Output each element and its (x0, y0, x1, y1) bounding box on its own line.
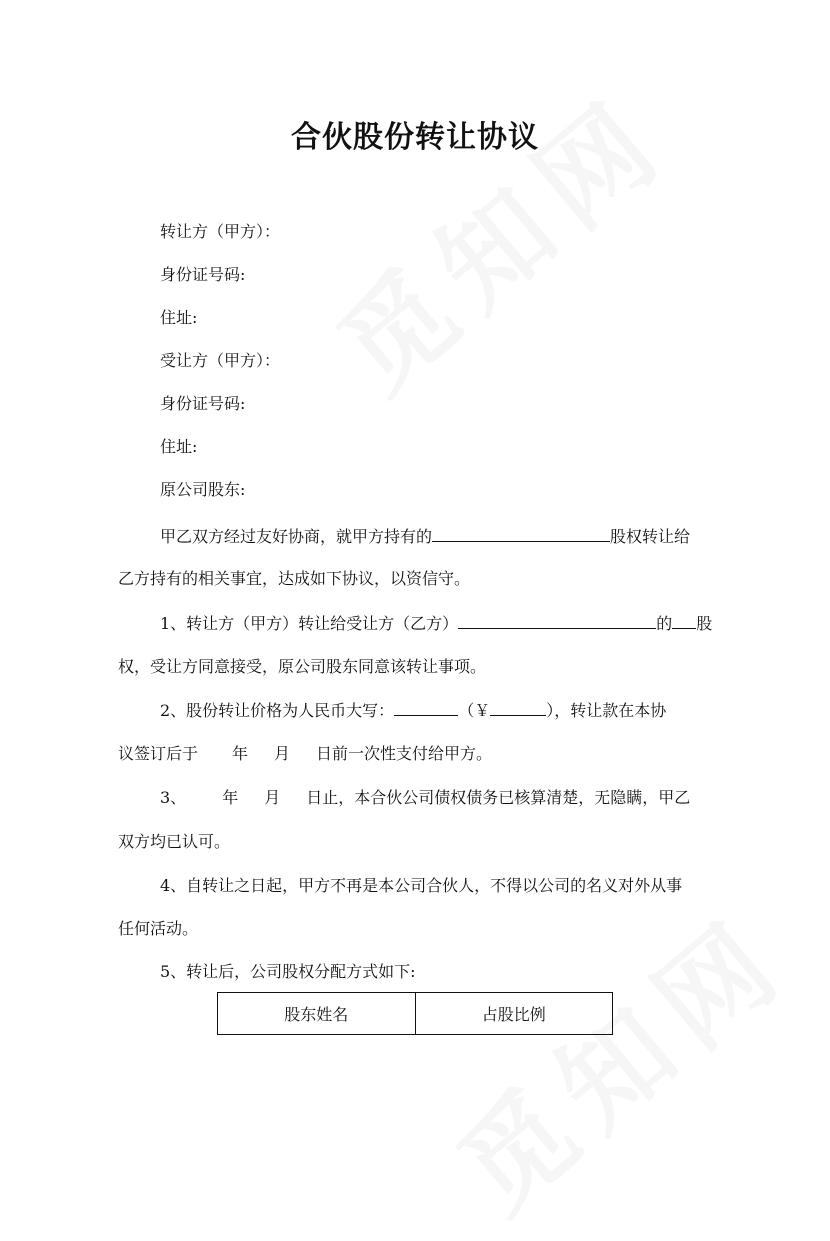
intro-text-1: 甲乙双方经过友好协商，就甲方持有的 (160, 527, 433, 546)
clause-2-text-2: （￥ (458, 701, 491, 720)
document-title: 合伙股份转让协议 (291, 120, 539, 155)
clause-1-text-1: 1、转让方（甲方）转让给受让方（乙方） (160, 614, 459, 633)
clause-3-year: 年 (222, 788, 239, 807)
clause-5-line-1: 5、转让后，公司股权分配方式如下: (160, 962, 416, 981)
watermark-bottom (420, 873, 816, 1241)
clause-2-year: 年 (232, 744, 249, 763)
shareholder-table (217, 992, 613, 1035)
intro-text-2: 股权转让给 (610, 527, 691, 546)
clause-2-text-1: 2、股份转让价格为人民币大写： (160, 701, 395, 720)
clause-2-text-4: 议签订后于 (118, 744, 199, 763)
clause-3-text: 日止，本合伙公司债权债务已核算清楚，无隐瞒，甲乙 (306, 788, 691, 807)
clause-1-line-1 (160, 612, 712, 635)
clause-4-line-2: 任何活动。 (118, 919, 199, 938)
clause-4-line-1: 4、自转让之日起，甲方不再是本公司合伙人，不得以公司的名义对外从事 (160, 876, 683, 895)
intro-line-2: 乙方持有的相关事宜，达成如下协议，以资信守。 (118, 569, 471, 588)
clause-2-blank-amount-words (394, 699, 458, 716)
clause-1-text-2: 的 (656, 614, 673, 633)
clause-1-blank-name (458, 612, 656, 629)
field-address-2: 住址: (160, 437, 198, 456)
clause-3-line-1 (160, 787, 690, 809)
clause-2-text-5: 日前一次性支付给甲方。 (316, 744, 493, 763)
clause-3-number: 3、 (160, 788, 187, 807)
field-shareholders: 原公司股东: (160, 480, 246, 499)
field-address-1: 住址: (160, 308, 198, 327)
clause-2-text-3: ），转让款在本协 (546, 701, 667, 720)
intro-line-1 (160, 525, 690, 548)
field-transferee: 受让方（甲方）： (160, 351, 281, 370)
clause-1-blank-percent (672, 612, 696, 629)
clause-2-month: 月 (274, 744, 291, 763)
clause-3-month: 月 (264, 788, 281, 807)
field-transferor: 转让方（甲方）： (160, 222, 281, 241)
watermark (300, 53, 696, 421)
clause-1-text-3: 股 (696, 614, 713, 633)
clause-3-line-2: 双方均已认可。 (118, 832, 231, 851)
clause-2-line-1 (160, 699, 666, 722)
intro-blank-shares (432, 525, 610, 542)
clause-1-line-2: 权，受让方同意接受，原公司股东同意该转让事项。 (118, 657, 487, 676)
clause-2-blank-amount-number (490, 699, 546, 716)
table-header-name: 股东姓名 (284, 1005, 349, 1024)
field-id-number-1: 身份证号码: (160, 265, 246, 284)
field-id-number-2: 身份证号码: (160, 394, 246, 413)
table-header-ratio: 占股比例 (415, 993, 613, 1034)
clause-2-line-2 (118, 743, 492, 765)
